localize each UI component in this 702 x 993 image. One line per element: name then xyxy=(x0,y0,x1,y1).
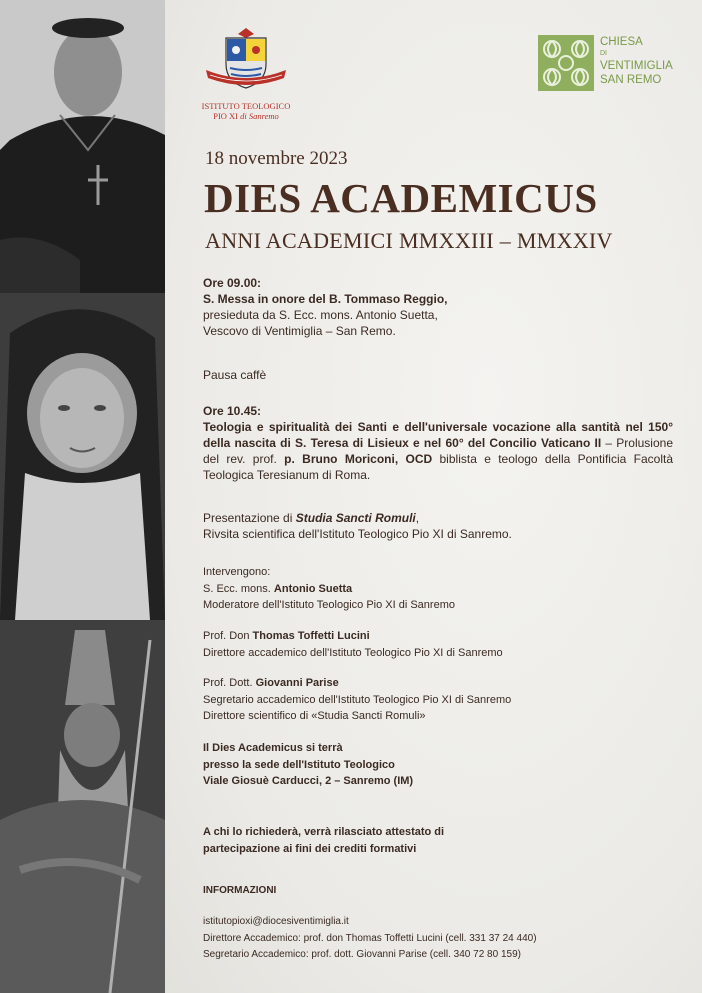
time-1: Ore 09.00: xyxy=(203,276,262,290)
diocese-line4: SAN REMO xyxy=(600,74,662,86)
certificate-note xyxy=(203,824,444,857)
speaker-2 xyxy=(203,628,503,661)
lecture-speaker-role: biblista e teologo della Pontificia Facoltà Teologica Teresianum di Roma. xyxy=(203,452,674,482)
speaker-3 xyxy=(203,675,511,725)
diocese-line2: DI xyxy=(600,50,607,57)
info-email: istitutopioxi@diocesiventimiglia.it xyxy=(203,916,349,927)
diocese-logo xyxy=(538,35,678,95)
speaker-3-name: Giovanni Parise xyxy=(255,677,339,689)
time-2: Ore 10.45: xyxy=(203,404,262,418)
lecture-section xyxy=(203,403,673,483)
lecture-intro: – Prolusione del rev. prof. xyxy=(203,436,673,466)
speakers-section xyxy=(203,564,455,614)
speaker-3-role-1: Segretario accademico dell'Istituto Teologico Pio XI di Sanremo xyxy=(203,693,512,706)
speakers-intro: Intervengono: xyxy=(203,566,271,578)
info-heading: INFORMAZIONI xyxy=(203,885,277,896)
portrait-column xyxy=(0,0,165,993)
institute-crest-icon xyxy=(200,26,292,92)
mass-presider-role: Vescovo di Ventimiglia – San Remo. xyxy=(203,324,396,338)
journal-presentation xyxy=(203,510,512,542)
venue-line-1: Il Dies Academicus si terrà xyxy=(203,742,343,754)
presentation-intro: Presentazione di xyxy=(203,511,296,525)
institute-logo xyxy=(200,26,292,121)
mass-presider: presieduta da S. Ecc. mons. Antonio Suetta, xyxy=(203,308,438,322)
event-subtitle: ANNI ACADEMICI MMXXIII – MMXXIV xyxy=(205,228,613,253)
journal-description: Rivsita scientifica dell'Istituto Teologico Pio XI di Sanremo. xyxy=(203,527,512,541)
speaker-1-role: Moderatore dell'Istituto Teologico Pio XI di Sanremo xyxy=(203,599,455,611)
institute-city: di Sanremo xyxy=(240,111,279,121)
venue-section xyxy=(203,740,413,790)
info-contact-secretary: Segretario Accademico: prof. dott. Giovanni Parise (cell. 340 72 80 159) xyxy=(203,949,521,960)
venue-line-2: presso la sede dell'Istituto Teologico xyxy=(203,758,395,771)
speaker-2-title: Prof. Don xyxy=(203,630,253,642)
portrait-bishop xyxy=(0,0,165,293)
portrait-saint-theresa xyxy=(0,293,165,620)
diocese-line3: VENTIMIGLIA xyxy=(600,60,673,72)
coffee-break: Pausa caffè xyxy=(203,368,267,382)
speaker-3-title: Prof. Dott. xyxy=(203,677,256,689)
institute-name-line2: PIO XI xyxy=(213,111,239,121)
diocese-mosaic-icon xyxy=(538,35,594,91)
mass-title: S. Messa in onore del B. Tommaso Reggio, xyxy=(203,292,448,306)
lecture-speaker: p. Bruno Moriconi, OCD xyxy=(284,452,433,466)
speaker-1-title: S. Ecc. mons. xyxy=(203,582,274,595)
diocese-line1: CHIESA xyxy=(600,36,643,48)
speaker-2-name: Thomas Toffetti Lucini xyxy=(252,630,370,642)
info-section xyxy=(203,914,537,964)
event-date: 18 novembre 2023 xyxy=(205,148,348,169)
event-title: DIES ACADEMICUS xyxy=(204,175,598,221)
certificate-line-2: partecipazione ai fini dei crediti formativi xyxy=(203,842,417,855)
certificate-line-1: A chi lo richiederà, verrà rilasciato attestato di xyxy=(203,826,445,838)
speaker-3-role-2: Direttore scientifico di «Studia Sancti Romuli» xyxy=(203,710,426,722)
venue-address: Viale Giosuè Carducci, 2 – Sanremo (IM) xyxy=(203,775,414,787)
portrait-saint-romolo xyxy=(0,620,165,993)
speaker-1-name: Antonio Suetta xyxy=(273,582,353,595)
presentation-comma: , xyxy=(415,511,420,525)
mass-section xyxy=(203,275,448,339)
info-contact-director: Direttore Accademico: prof. don Thomas Toffetti Lucini (cell. 331 37 24 440) xyxy=(203,932,537,944)
institute-name-line1: ISTITUTO TEOLOGICO xyxy=(201,101,291,111)
speaker-2-role: Direttore accademico dell'Istituto Teologico Pio XI di Sanremo xyxy=(203,646,503,659)
lecture-title: Teologia e spiritualità dei Santi e dell'universale vocazione alla santità nel 150° della nascita di S. Teresa di Lisieux e nel 60° del Concilio Vaticano II xyxy=(203,420,673,450)
journal-title: Studia Sancti Romuli xyxy=(295,511,416,525)
